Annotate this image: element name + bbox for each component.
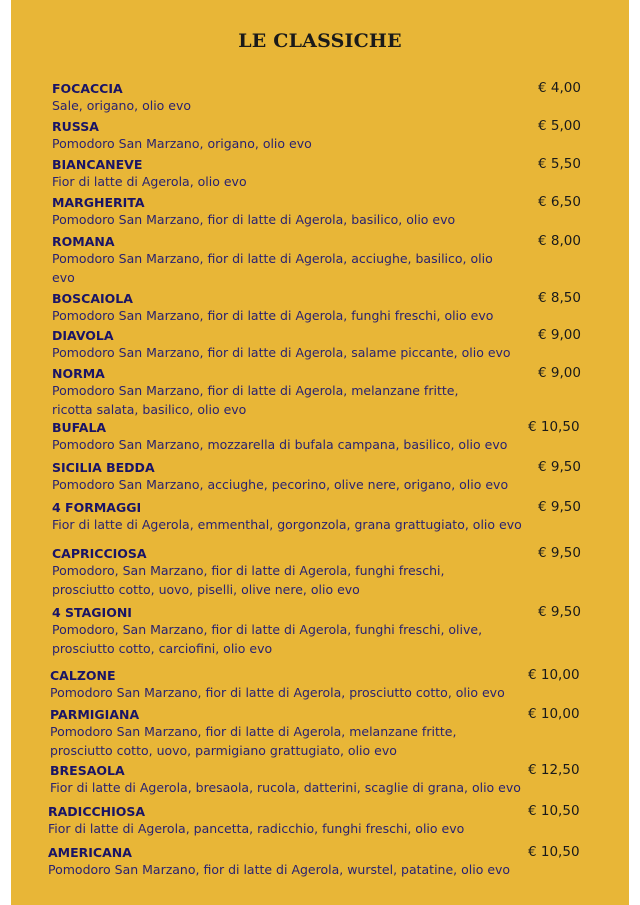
item-price: € 10,00 [528,667,580,683]
item-price: € 10,50 [528,844,580,860]
item-price: € 10,50 [528,419,580,435]
item-price: € 9,00 [538,365,581,381]
item-price: € 9,50 [538,545,581,561]
item-price: € 4,00 [538,80,581,96]
item-name: BOSCAIOLA [52,291,133,306]
item-price: € 6,50 [538,194,581,210]
item-name: AMERICANA [48,845,132,860]
item-name: 4 FORMAGGI [52,500,142,515]
item-description: Fior di latte di Agerola, bresaola, rucola, datterini, scaglie di grana, olio evo [50,780,521,795]
item-price: € 9,50 [538,459,581,475]
item-name: ROMANA [52,234,115,249]
item-name: SICILIA BEDDA [52,460,155,475]
item-price: € 8,00 [538,233,581,249]
item-name: BRESAOLA [50,763,125,778]
item-price: € 9,50 [538,604,581,620]
item-price: € 5,50 [538,156,581,172]
item-name: FOCACCIA [52,81,123,96]
item-description: Fior di latte di Agerola, emmenthal, gorgonzola, grana grattugiato, olio evo [52,517,522,532]
item-description: Pomodoro San Marzano, fior di latte di Agerola, funghi freschi, olio evo [52,308,494,323]
item-description: Pomodoro San Marzano, fior di latte di Agerola, melanzane fritte, prosciutto cotto, uovo, parmigiano grattugiato, olio evo [50,724,457,758]
item-description: Pomodoro San Marzano, fior di latte di Agerola, melanzane fritte, ricotta salata, basilico, olio evo [52,383,459,417]
item-description: Fior di latte di Agerola, pancetta, radicchio, funghi freschi, olio evo [48,821,465,836]
item-name: NORMA [52,366,105,381]
item-description: Pomodoro San Marzano, fior di latte di Agerola, salame piccante, olio evo [52,345,511,360]
item-name: DIAVOLA [52,328,114,343]
menu-title: LE CLASSICHE [238,30,402,52]
item-description: Pomodoro, San Marzano, fior di latte di Agerola, funghi freschi, prosciutto cotto, uovo, piselli, olive nere, olio evo [52,563,445,597]
item-price: € 10,00 [528,706,580,722]
item-description: Fior di latte di Agerola, olio evo [52,174,247,189]
item-description: Pomodoro San Marzano, fior di latte di Agerola, wurstel, patatine, olio evo [48,862,511,877]
item-description: Pomodoro San Marzano, fior di latte di Agerola, prosciutto cotto, olio evo [50,685,505,700]
item-price: € 10,50 [528,803,580,819]
item-name: RUSSA [52,119,99,134]
item-name: CALZONE [50,668,116,683]
item-description: Sale, origano, olio evo [52,98,192,113]
item-description: Pomodoro San Marzano, fior di latte di Agerola, acciughe, basilico, olio evo [52,251,493,285]
item-name: 4 STAGIONI [52,605,132,620]
item-price: € 5,00 [538,118,581,134]
item-price: € 8,50 [538,290,581,306]
item-name: PARMIGIANA [50,707,140,722]
item-description: Pomodoro San Marzano, acciughe, pecorino, olive nere, origano, olio evo [52,477,509,492]
item-description: Pomodoro San Marzano, fior di latte di Agerola, basilico, olio evo [52,212,456,227]
item-name: RADICCHIOSA [48,804,146,819]
item-description: Pomodoro San Marzano, origano, olio evo [52,136,312,151]
item-price: € 9,00 [538,327,581,343]
item-description: Pomodoro San Marzano, mozzarella di bufala campana, basilico, olio evo [52,437,508,452]
item-name: MARGHERITA [52,195,145,210]
item-name: BIANCANEVE [52,157,143,172]
item-name: BUFALA [52,420,107,435]
item-name: CAPRICCIOSA [52,546,147,561]
item-description: Pomodoro, San Marzano, fior di latte di Agerola, funghi freschi, olive, prosciutto cotto, carciofini, olio evo [52,622,483,656]
item-price: € 12,50 [528,762,580,778]
item-price: € 9,50 [538,499,581,515]
